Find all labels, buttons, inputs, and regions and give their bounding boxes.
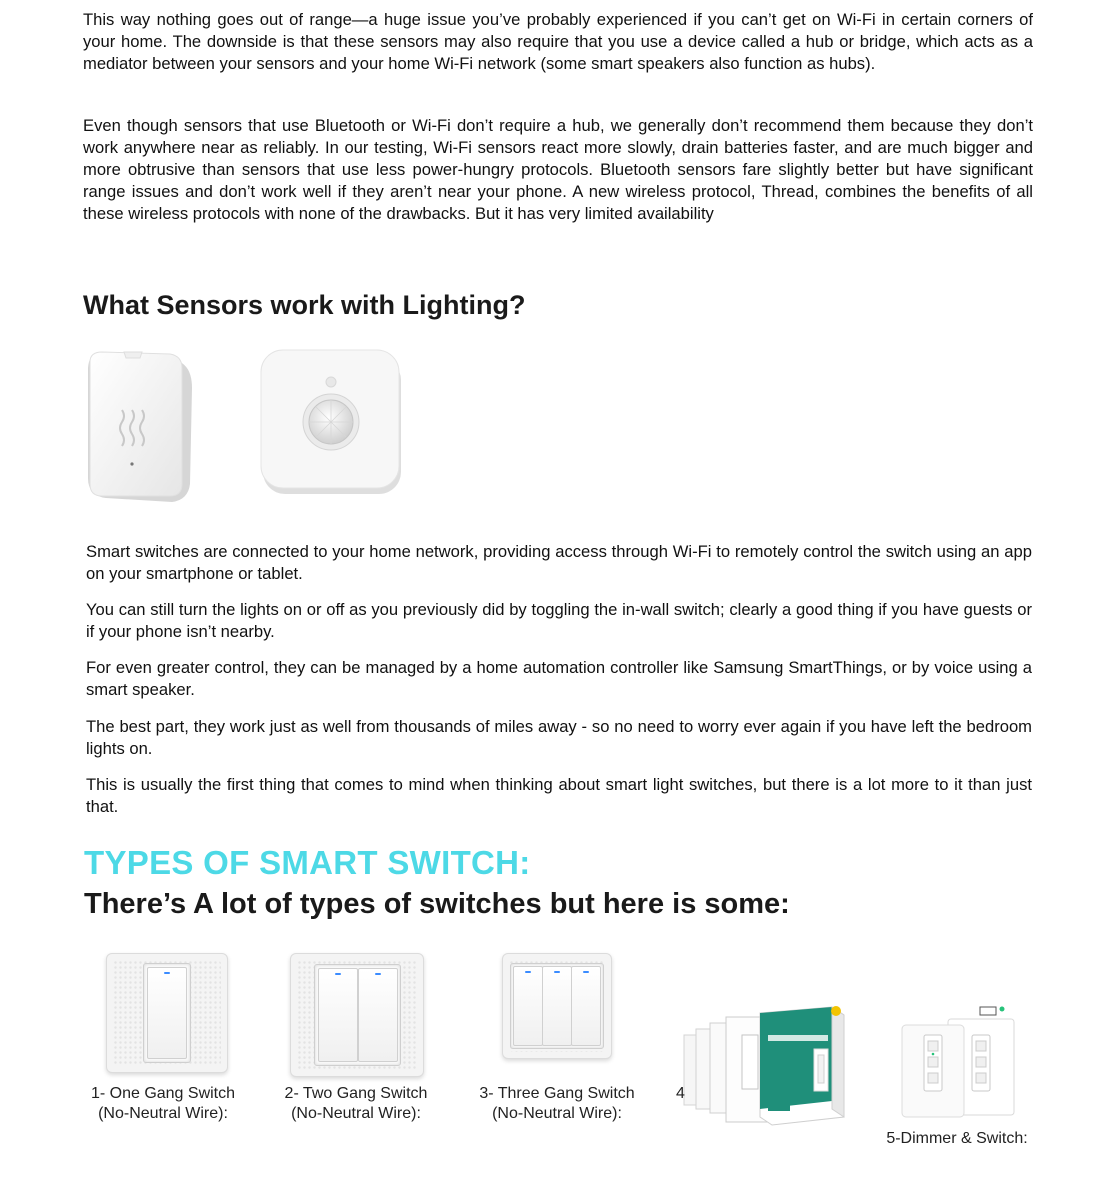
motion-sensor-image	[259, 348, 403, 498]
intro-paragraph-2: Even though sensors that use Bluetooth or Wi-Fi don’t require a hub, we generally don’t recommend them because they don’t work anywhere near as reliably. In our testing, Wi-Fi sensors react more slowly, drain batteries faster, and are much bigger and more obtrusive than sensors that use less power-hungry protocols. Bluetooth sensors fare slightly better but have significant range issues and don’t work well if they aren’t near your phone. A new wireless protocol, Thread, combines the benefits of all these wireless protocols with none of the drawbacks. But it has very limited availability	[83, 116, 1033, 223]
caption-four	[676, 1084, 686, 1104]
caption-three-gang-line1: 3- Three Gang Switch	[479, 1085, 635, 1102]
intro-paragraph-1: This way nothing goes out of range—a huge issue you’ve probably experienced if you can’t get on Wi-Fi in certain corners of your home. The downside is that these sensors may also require that you use a device called a hub or bridge, which acts as a mediator between your sensors and your home Wi-Fi network (some smart speakers also function as hubs).	[83, 10, 1033, 73]
dimmer-switch-image	[900, 1005, 1020, 1120]
single-pole-switch-pack-image	[682, 1005, 852, 1130]
one-gang-switch-image	[106, 953, 228, 1073]
caption-one-gang-line2: (No-Neutral Wire):	[98, 1105, 228, 1122]
types-subheading: There’s A lot of types of switches but here is some:	[84, 888, 790, 920]
two-gang-switch-image	[290, 953, 424, 1077]
caption-four-line1: 4	[676, 1085, 685, 1102]
switch-paragraph-3: For even greater control, they can be managed by a home automation controller like Samsung SmartThings, or by voice using a smart speaker.	[86, 658, 1032, 699]
switch-paragraph-4: The best part, they work just as well from thousands of miles away - so no need to worry ever again if you have left the bedroom lights on.	[86, 717, 1032, 758]
three-gang-switch-image	[502, 953, 612, 1059]
caption-two-gang-line2: (No-Neutral Wire):	[291, 1105, 421, 1122]
caption-one-gang-line1: 1- One Gang Switch	[90, 1085, 236, 1102]
caption-two-gang	[270, 1084, 442, 1124]
sensors-heading: What Sensors work with Lighting?	[83, 290, 526, 320]
switch-paragraph-2: You can still turn the lights on or off as you previously did by toggling the in-wall switch; clearly a good thing if you have guests or if your phone isn’t nearby.	[86, 600, 1032, 641]
vibration-sensor-image	[84, 348, 196, 508]
switch-paragraph-1: Smart switches are connected to your home network, providing access through Wi-Fi to remotely control the switch using an app on your smartphone or tablet.	[86, 542, 1032, 583]
caption-dimmer	[872, 1129, 1042, 1149]
caption-three-gang	[466, 1084, 648, 1124]
caption-dimmer-line1: 5-Dimmer & Switch:	[886, 1130, 1028, 1147]
caption-three-gang-line2: (No-Neutral Wire):	[492, 1105, 622, 1122]
switch-paragraph-5: This is usually the first thing that comes to mind when thinking about smart light switches, but there is a lot more to it than just that.	[86, 775, 1032, 816]
types-heading: TYPES OF SMART SWITCH:	[84, 844, 531, 881]
caption-one-gang	[78, 1084, 248, 1124]
caption-two-gang-line1: 2- Two Gang Switch	[284, 1085, 428, 1102]
